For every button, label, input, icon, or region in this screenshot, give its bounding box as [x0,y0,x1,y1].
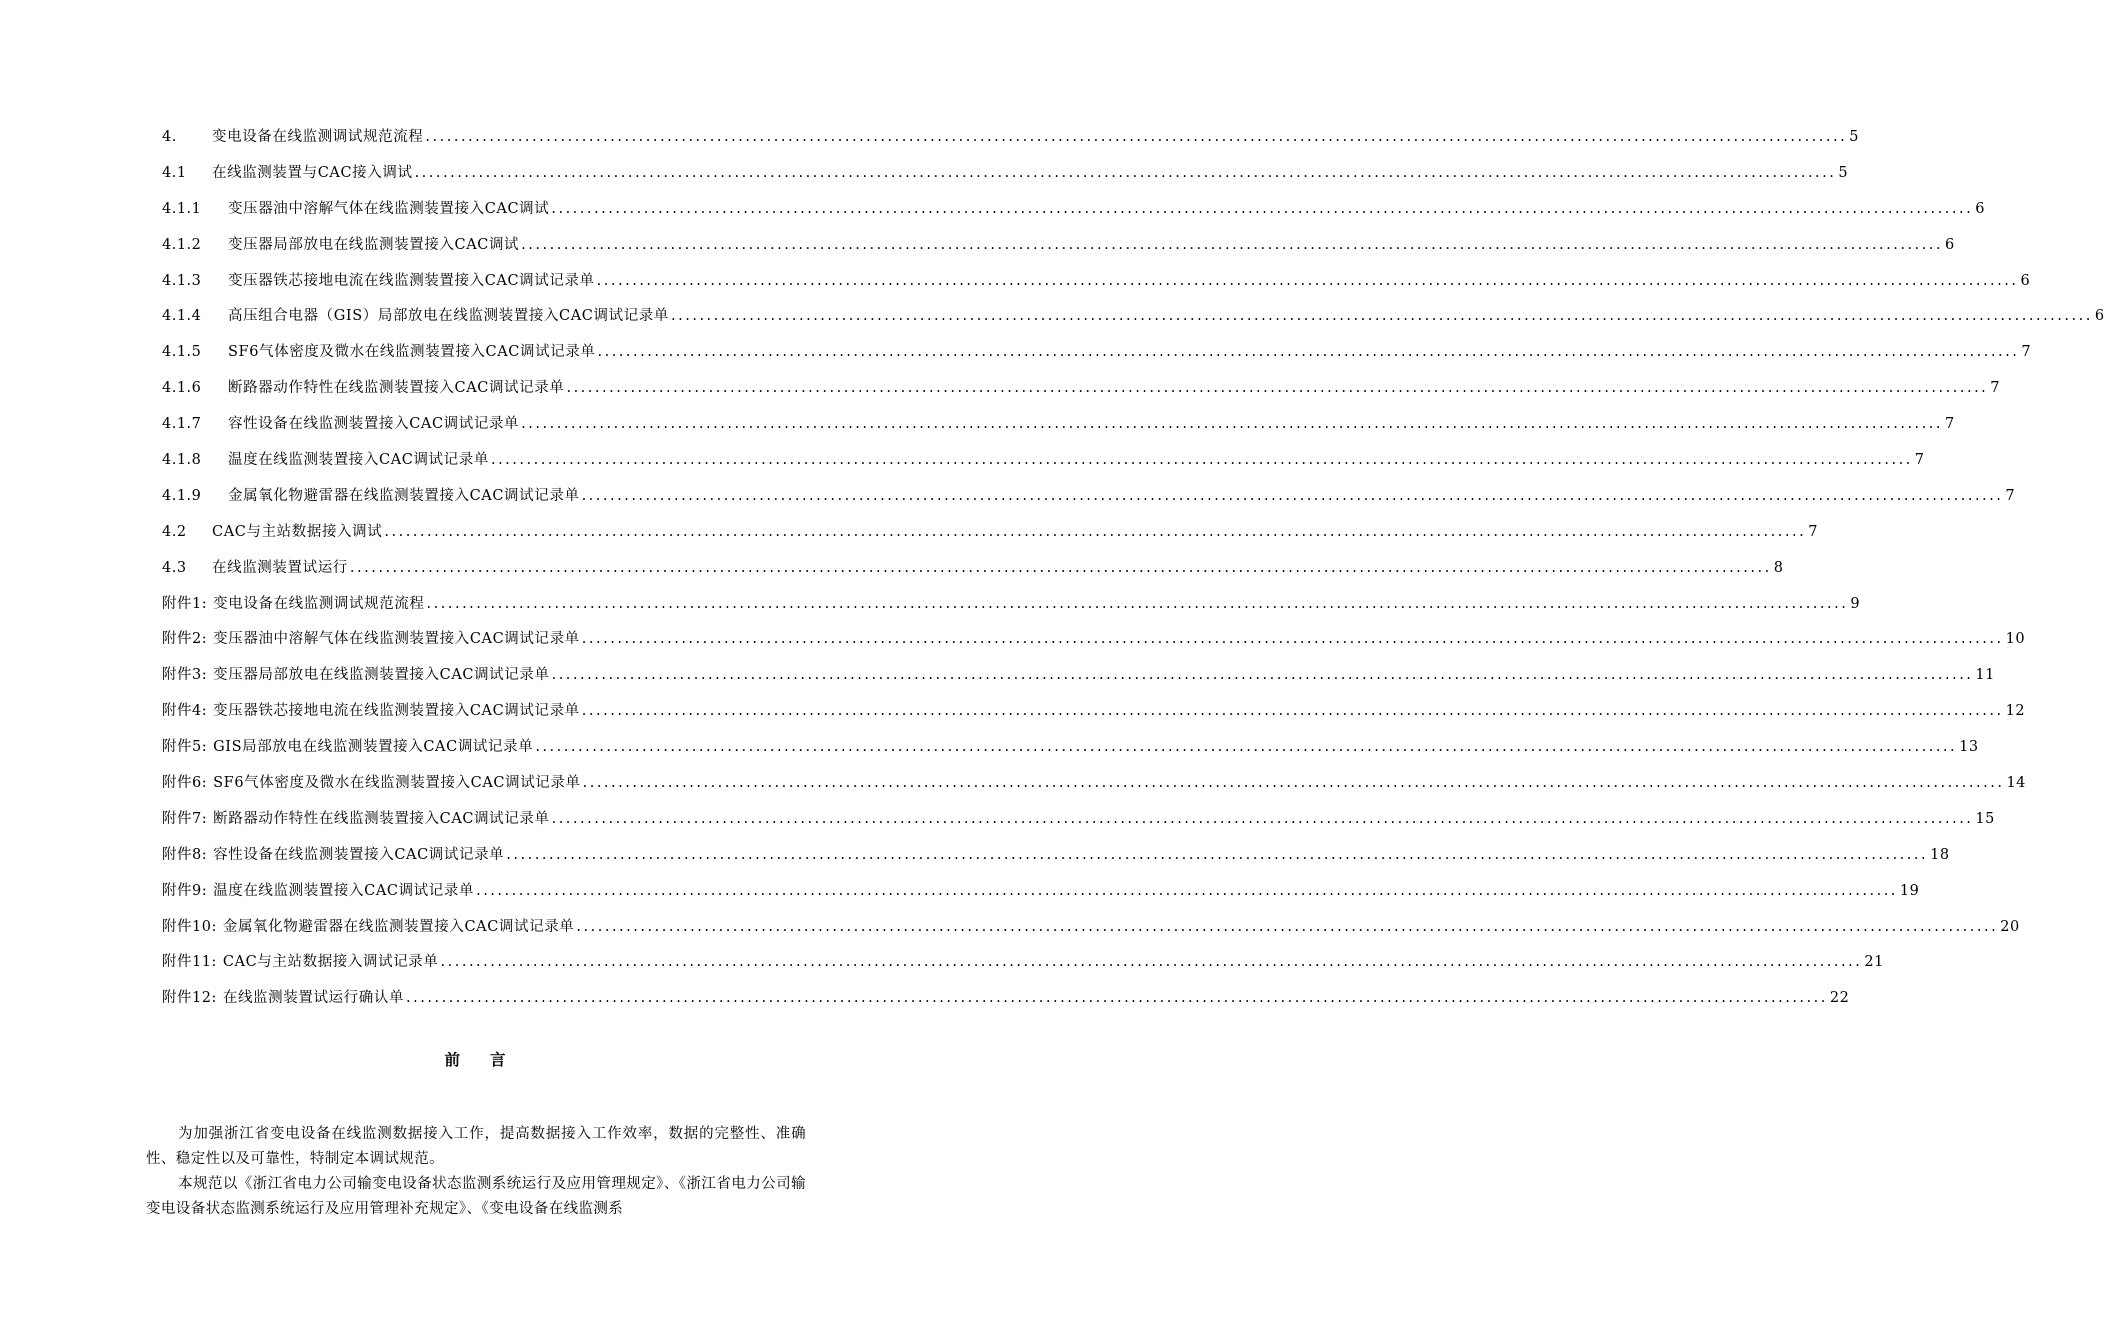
toc-entry-number: 4.1.8 [162,452,202,469]
toc-entry-title: 变压器铁芯接地电流在线监测装置接入CAC调试记录单 [213,703,580,720]
toc-entry-title: 变压器局部放电在线监测装置接入CAC调试 [228,236,520,253]
toc-entry[interactable] [162,197,1985,233]
toc-entry-number: 附件10: [162,918,217,935]
toc-entry-page: 6 [2094,308,2105,325]
toc-entry-number: 4.1.4 [162,308,202,325]
toc-entry-title: 变电设备在线监测调试规范流程 [213,595,425,612]
toc-entry-title: 在线监测装置与CAC接入调试 [212,164,413,181]
toc-entry-number: 4.1.2 [162,236,202,253]
toc-entry-title: CAC与主站数据接入调试记录单 [222,954,439,971]
toc-dot-leader [441,950,1863,974]
toc-entry-title: 在线监测装置试运行 [212,559,348,576]
toc-dot-leader [521,412,1943,436]
toc-entry-page: 20 [2000,918,2020,935]
toc-entry-page: 19 [1899,882,1920,899]
toc-entry-page: 10 [2005,631,2026,648]
toc-entry[interactable] [162,950,1884,986]
toc-entry[interactable] [162,161,1849,197]
toc-entry-title: 容性设备在线监测装置接入CAC调试记录单 [213,846,505,863]
toc-entry-number: 附件4: [162,703,208,720]
toc-entry-page: 7 [2005,487,2016,504]
toc-entry-page: 11 [1975,667,1995,684]
toc-entry-page: 5 [1838,164,1849,181]
toc-entry[interactable] [162,915,2020,951]
toc-entry-title: 高压组合电器（GIS）局部放电在线监测装置接入CAC调试记录单 [228,308,670,325]
toc-dot-leader [384,520,1806,544]
toc-entry-title: CAC与主站数据接入调试 [212,523,383,540]
toc-entry-title: SF6气体密度及微水在线监测装置接入CAC调试记录单 [213,775,581,792]
toc-entry-title: 变压器铁芯接地电流在线监测装置接入CAC调试记录单 [228,272,595,289]
toc-entry-page: 14 [2006,775,2026,792]
toc-entry[interactable] [162,879,1920,915]
toc-dot-leader [583,771,2005,795]
toc-entry-page: 7 [1808,523,1818,540]
toc-entry-title: 容性设备在线监测装置接入CAC调试记录单 [228,416,520,433]
toc-entry-title: 温度在线监测装置接入CAC调试记录单 [228,452,489,469]
toc-entry-number: 附件2: [162,631,208,648]
toc-entry-number: 附件11: [162,954,217,971]
toc-entry-page: 7 [1990,380,2001,397]
toc-entry[interactable] [162,269,2031,305]
toc-dot-leader [535,735,1957,759]
toc-dot-leader [566,376,1988,400]
table-of-contents [162,125,2105,1022]
toc-entry-page: 9 [1850,595,1861,612]
toc-entry-title: 在线监测装置试运行确认单 [222,990,405,1007]
toc-dot-leader [582,484,2004,508]
toc-entry[interactable] [162,807,1995,843]
toc-dot-leader [597,269,2019,293]
toc-entry-number: 4.1 [162,164,187,181]
toc-entry-page: 7 [1914,452,1925,469]
toc-entry[interactable] [162,448,1925,484]
toc-dot-leader [551,197,1973,221]
toc-entry-page: 7 [1945,416,1955,433]
toc-entry-number: 4.1.9 [162,487,202,504]
toc-dot-leader [552,807,1974,831]
toc-dot-leader [671,304,2093,328]
toc-entry-page: 6 [1945,236,1955,253]
toc-entry[interactable] [162,663,1995,699]
toc-entry[interactable] [162,592,1861,628]
toc-dot-leader [582,627,2004,651]
toc-entry[interactable] [162,986,1850,1022]
toc-entry-number: 附件3: [162,667,208,684]
toc-entry[interactable] [162,771,2026,807]
toc-dot-leader [476,879,1898,903]
toc-entry-number: 4.1.1 [162,200,202,217]
toc-entry-number: 附件6: [162,775,208,792]
toc-entry-number: 附件5: [162,739,208,756]
toc-entry-number: 4.3 [162,559,187,576]
toc-entry[interactable] [162,376,2001,412]
toc-entry-number: 附件9: [162,882,208,899]
preface-title: 前言 [444,1050,536,1069]
preface-paragraph: 本规范以《浙江省电力公司输变电设备状态监测系统运行及应用管理规定》、《浙江省电力公司输变电设备状态监测系统运行及应用管理补充规定》、《变电设备在线监测系 [146,1176,806,1217]
toc-entry[interactable] [162,340,2032,376]
toc-entry-title: 变压器局部放电在线监测装置接入CAC调试记录单 [213,667,550,684]
toc-dot-leader [350,556,1772,580]
toc-entry-page: 7 [2021,344,2032,361]
toc-dot-leader [491,448,1913,472]
toc-entry-number: 4.1.3 [162,272,202,289]
toc-entry-title: 温度在线监测装置接入CAC调试记录单 [213,882,475,899]
toc-entry[interactable] [162,484,2016,520]
toc-entry[interactable] [162,520,1818,556]
toc-dot-leader [576,915,1998,939]
toc-entry[interactable] [162,233,1955,269]
toc-entry[interactable] [162,843,1950,879]
toc-entry-number: 4. [162,129,177,145]
toc-entry-title: 断路器动作特性在线监测装置接入CAC调试记录单 [228,380,565,397]
toc-entry-title: 金属氧化物避雷器在线监测装置接入CAC调试记录单 [228,487,580,504]
toc-entry-title: 变压器油中溶解气体在线监测装置接入CAC调试记录单 [213,631,580,648]
toc-entry[interactable] [162,699,2026,735]
toc-entry-title: 金属氧化物避雷器在线监测装置接入CAC调试记录单 [222,918,575,935]
toc-entry-page: 22 [1829,990,1850,1007]
toc-entry[interactable] [162,627,2026,663]
toc-entry-page: 5 [1849,129,1859,145]
toc-entry-number: 附件1: [162,595,208,612]
toc-entry[interactable] [162,125,1859,161]
toc-entry-page: 12 [2005,703,2026,720]
toc-entry-title: SF6气体密度及微水在线监测装置接入CAC调试记录单 [228,344,596,361]
toc-entry-page: 15 [1975,810,1995,827]
toc-entry-title: GIS局部放电在线监测装置接入CAC调试记录单 [213,739,534,756]
toc-entry-title: 断路器动作特性在线监测装置接入CAC调试记录单 [213,810,550,827]
toc-entry-number: 附件12: [162,990,217,1007]
toc-entry-page: 21 [1864,954,1884,971]
toc-entry[interactable] [162,412,1955,448]
toc-entry-page: 6 [1975,200,1985,217]
toc-dot-leader [427,592,1849,616]
toc-entry-title: 变电设备在线监测调试规范流程 [212,129,424,145]
toc-entry-page: 18 [1930,846,1950,863]
toc-entry-number: 附件8: [162,846,208,863]
toc-dot-leader [582,699,2004,723]
toc-entry-number: 附件7: [162,810,208,827]
toc-dot-leader [406,986,1828,1010]
toc-dot-leader [521,233,1943,257]
toc-entry-number: 4.1.7 [162,416,202,433]
toc-dot-leader [425,125,1847,149]
toc-dot-leader [506,843,1928,867]
toc-entry-number: 4.1.5 [162,344,202,361]
toc-entry-number: 4.2 [162,523,187,540]
toc-entry-page: 6 [2020,272,2031,289]
toc-entry-number: 4.1.6 [162,380,202,397]
toc-entry[interactable] [162,556,1784,592]
preface-paragraph: 为加强浙江省变电设备在线监测数据接入工作，提高数据接入工作效率，数据的完整性、准确性、稳定性以及可靠性，特制定本调试规范。 [146,1126,806,1167]
preface-body [146,1122,806,1222]
toc-dot-leader [552,663,1974,687]
toc-dot-leader [415,161,1837,185]
toc-entry-title: 变压器油中溶解气体在线监测装置接入CAC调试 [228,200,550,217]
toc-entry[interactable] [162,735,1979,771]
toc-entry[interactable] [162,304,2105,340]
toc-dot-leader [597,340,2019,364]
toc-entry-page: 13 [1959,739,1979,756]
toc-entry-page: 8 [1773,559,1784,576]
